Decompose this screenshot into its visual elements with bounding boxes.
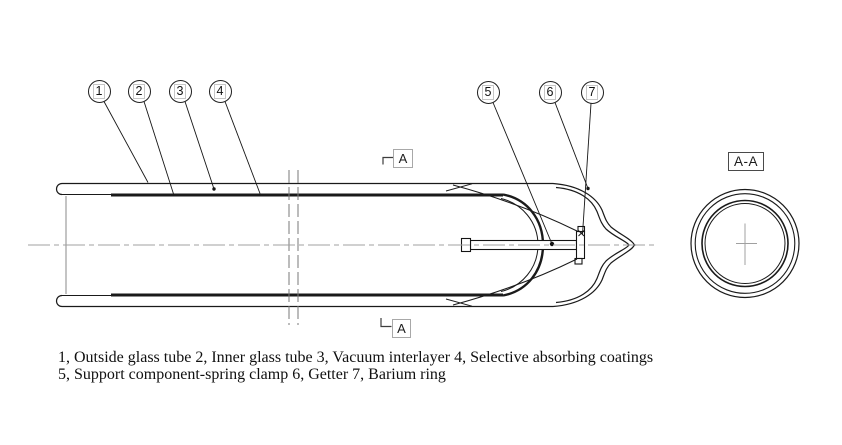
callout-3 <box>169 80 192 103</box>
leader-6-dot <box>586 187 589 190</box>
leader-5-dot <box>550 242 554 246</box>
leader-4 <box>225 102 260 194</box>
caption-line-1: 1, Outside glass tube 2, Inner glass tube 3, Vacuum interlayer 4, Selective absorbing coatings <box>58 349 654 366</box>
callout-5 <box>477 81 500 104</box>
centerlines <box>28 224 757 266</box>
section-view-title: A-A <box>728 152 764 171</box>
callout-1-number: 1 <box>93 84 106 99</box>
callout-2 <box>128 80 151 103</box>
callout-4 <box>209 80 232 103</box>
leader-6 <box>555 103 588 189</box>
section-bracket-top <box>383 158 393 165</box>
caption-line-2: 5, Support component-spring clamp 6, Getter 7, Barium ring <box>58 366 446 383</box>
clamp-hook-bottom <box>446 299 472 306</box>
callout-7-number: 7 <box>586 85 599 100</box>
section-brackets <box>381 158 393 327</box>
leader-3 <box>185 102 214 190</box>
callout-5-number: 5 <box>482 85 495 100</box>
clamp-arm-bottom <box>453 259 577 305</box>
leader-7 <box>583 104 592 235</box>
clamp-arm-top <box>453 185 577 231</box>
leader-3-dot <box>212 187 215 190</box>
leader-1 <box>104 102 148 183</box>
callout-3-number: 3 <box>174 84 187 99</box>
leader-2 <box>144 102 174 196</box>
mouth-fold-top <box>57 184 62 195</box>
leader-lines <box>104 102 591 247</box>
callout-7 <box>581 81 604 104</box>
callout-6 <box>539 81 562 104</box>
section-label-top: A <box>393 149 413 168</box>
break-lines <box>289 170 298 325</box>
leader-5 <box>493 103 552 245</box>
callout-4-number: 4 <box>214 84 227 99</box>
section-bracket-bottom <box>381 318 392 327</box>
callout-6-number: 6 <box>544 85 557 100</box>
clamp-hook-top <box>446 184 472 191</box>
callout-2-number: 2 <box>133 84 146 99</box>
section-label-bottom: A <box>392 319 411 338</box>
mouth-fold-bottom <box>57 296 62 307</box>
callout-1 <box>88 80 111 103</box>
